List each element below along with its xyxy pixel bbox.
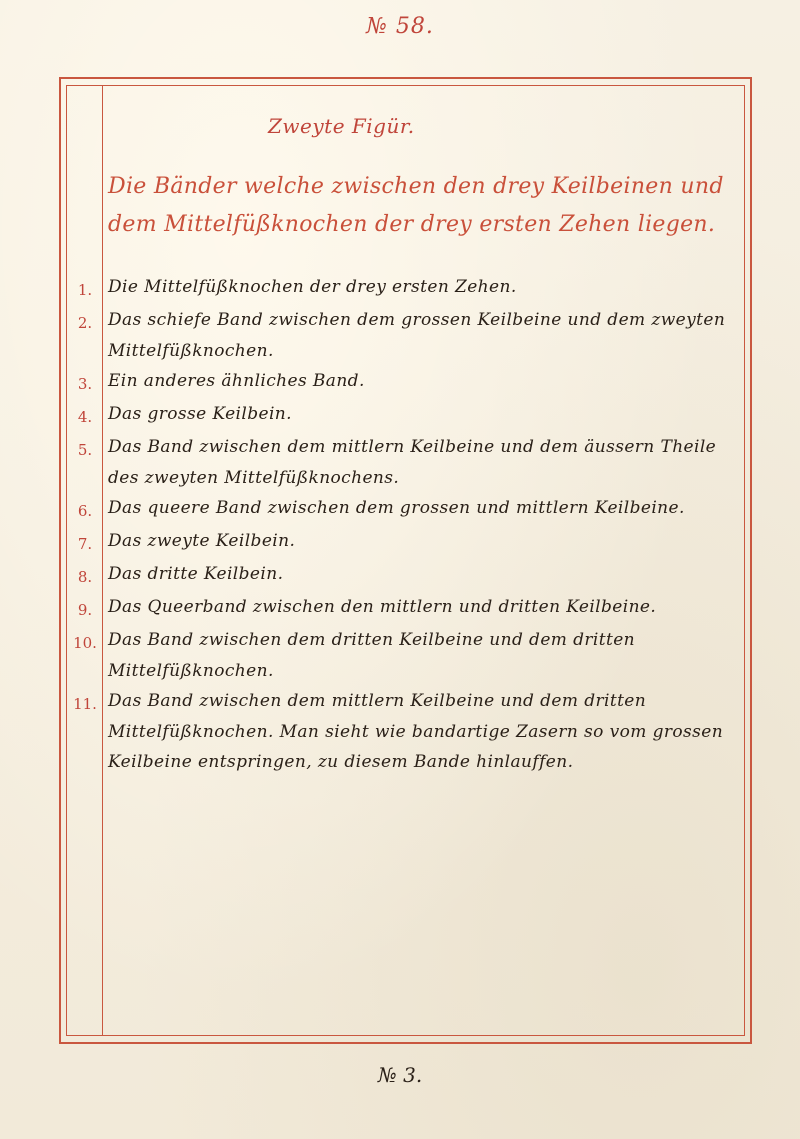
item-text: Das grosse Keilbein. — [108, 404, 292, 424]
list-item — [68, 625, 740, 686]
item-text: Das dritte Keilbein. — [108, 564, 284, 584]
item-number: 11. — [73, 695, 97, 713]
list-item — [68, 592, 740, 625]
item-text: Das queere Band zwischen dem grossen und mittlern Keilbeine. — [108, 498, 685, 518]
item-number: 8. — [77, 568, 93, 586]
item-number: 4. — [77, 408, 93, 426]
item-text: Das Queerband zwischen den mittlern und dritten Keilbeine. — [108, 597, 657, 617]
numbered-list — [68, 272, 740, 778]
item-number: 2. — [77, 314, 93, 332]
item-text: Das Band zwischen dem mittlern Keilbeine und dem dritten Mittelfüßknochen. Man sieht wie bandartige Zasern so vom grossen Keilbeine entspringen, zu diesem Bande hinlauffen. — [108, 691, 724, 772]
item-number: 1. — [77, 281, 93, 299]
item-number: 9. — [77, 601, 93, 619]
list-item — [68, 272, 740, 305]
figure-label: Zweyte Figür. — [268, 114, 415, 138]
item-number: 3. — [77, 375, 93, 393]
list-item — [68, 432, 740, 493]
item-text: Das zweyte Keilbein. — [108, 531, 296, 551]
item-text: Das Band zwischen dem dritten Keilbeine und dem dritten Mittelfüßknochen. — [108, 630, 636, 681]
item-number: 10. — [73, 634, 97, 652]
list-item — [68, 366, 740, 399]
list-item — [68, 493, 740, 526]
item-text: Ein anderes ähnliches Band. — [108, 371, 365, 391]
list-item — [68, 526, 740, 559]
page-heading: Die Bänder welche zwischen den drey Keilbeinen und dem Mittelfüßknochen der drey ersten Zehen liegen. — [108, 174, 724, 237]
list-item — [68, 399, 740, 432]
item-text: Das Band zwischen dem mittlern Keilbeine und dem äussern Theile des zweyten Mittelfüßknochens. — [108, 437, 717, 488]
item-text: Das schiefe Band zwischen dem grossen Keilbeine und dem zweyten Mittelfüßknochen. — [108, 310, 726, 361]
item-number: 7. — [77, 535, 93, 553]
item-text: Die Mittelfüßknochen der drey ersten Zehen. — [108, 277, 517, 297]
item-number: 6. — [77, 502, 93, 520]
list-item — [68, 686, 740, 778]
page-number-bottom: № 3. — [377, 1063, 423, 1087]
item-number: 5. — [77, 441, 93, 459]
list-item — [68, 305, 740, 366]
page-number-top: № 58. — [366, 14, 434, 39]
list-item — [68, 559, 740, 592]
